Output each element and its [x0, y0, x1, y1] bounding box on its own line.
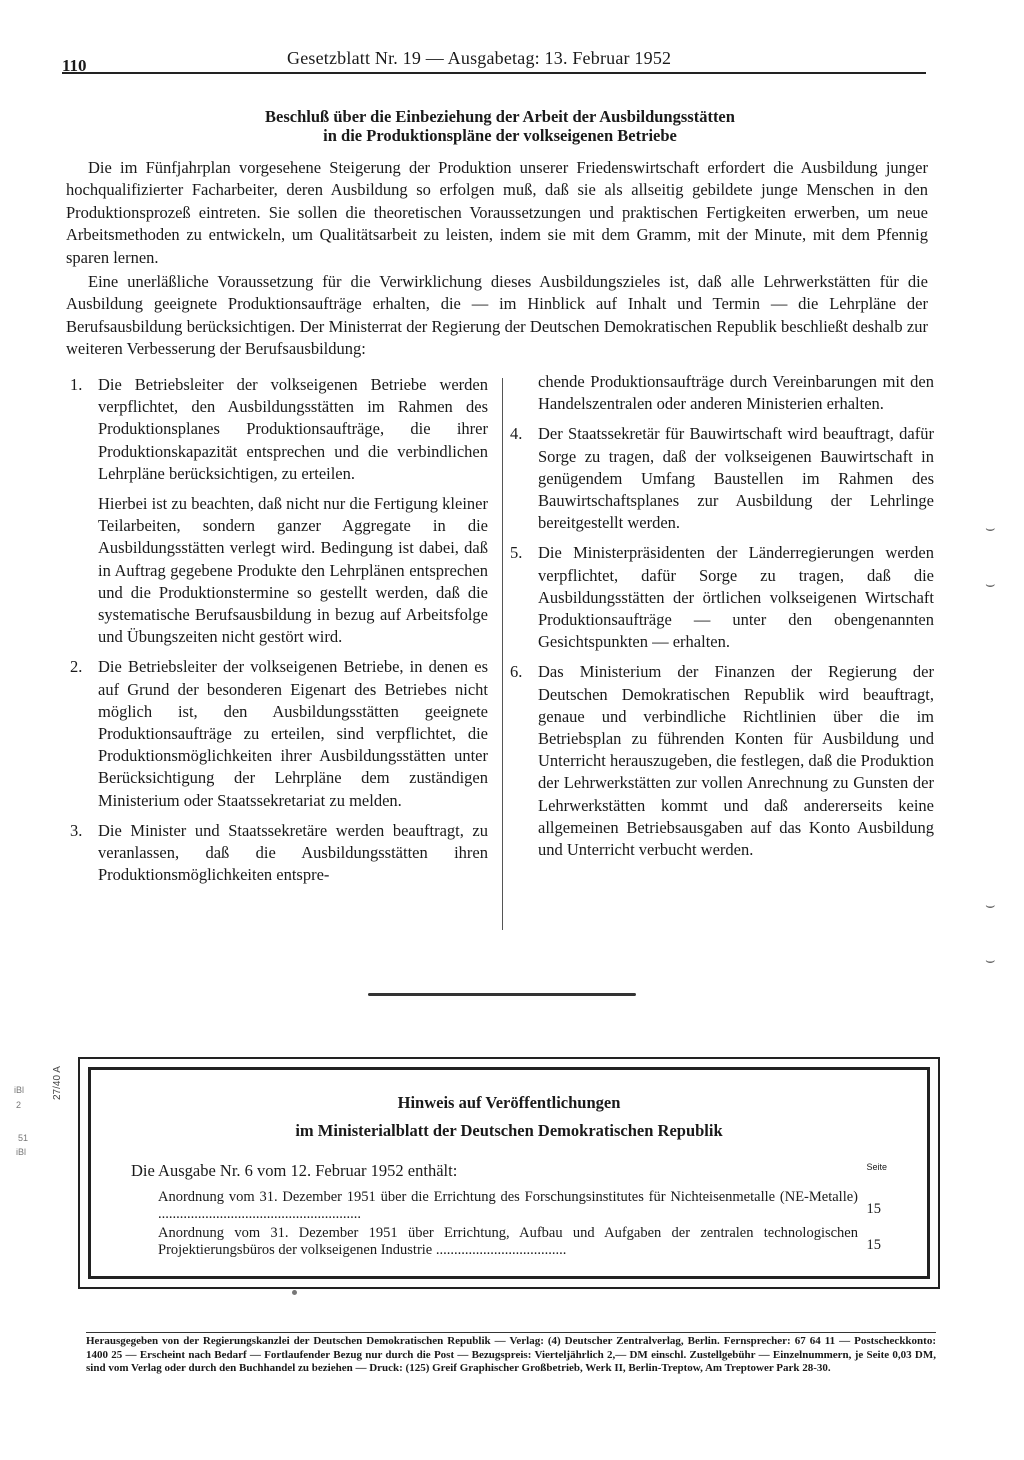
list-item-5 [510, 542, 934, 653]
notice-title-line-2: im Ministerialblatt der Deutschen Demokratischen Republik [295, 1121, 723, 1140]
margin-tick-mark: ⌣ [985, 895, 996, 914]
notice-entry: Anordnung vom 31. Dezember 1951 über die Errichtung des Forschungsinstitutes für Nichteisenmetalle (NE-Metalle) ........................................................ [158, 1189, 858, 1222]
page-column-header: Seite [866, 1162, 887, 1172]
intro-paragraph-1: Die im Fünfjahrplan vorgesehene Steigerung der Produktion unserer Friedenswirtschaft erfordert die Ausbildung junger hochqualifizierter Facharbeiter, deren Ausbildung so erfolgen muß, daß sie als allseitig gebildete junge Menschen in den Produktionsprozeß eintreten. Sie sollen die theoretischen Voraussetzungen und praktischen Fertigkeiten erwerben, um neue Arbeitsmethoden zu entwickeln, um Qualitätsarbeit zu leisten, indem sie mit dem Gramm, mit der Minute, mit dem Pfennig sparen lernen. [66, 158, 928, 267]
margin-note: 51 [18, 1133, 29, 1143]
margin-note-rotated: 27/40 A [52, 1066, 63, 1100]
item-text: Der Staatssekretär für Bauwirtschaft wird beauftragt, dafür Sorge zu tragen, daß der volkseigenen Bauwirtschaft in genügendem Umfang Baustellen im Rahmen des Bauwirtschaftsplanes zur Ausbildung der Lehrlinge bereitgestellt werden. [538, 424, 934, 533]
list-item-1 [70, 374, 488, 648]
item-number: 6. [510, 662, 523, 682]
right-column [510, 371, 934, 869]
page-number: 110 [62, 56, 87, 75]
section-divider [368, 993, 636, 996]
item-number: 3. [70, 820, 83, 840]
notice-title-line-1: Hinweis auf Veröffentlichungen [397, 1093, 621, 1112]
notice-entry-page: 15 [866, 1237, 881, 1253]
item-text: Das Ministerium der Finanzen der Regierung der Deutschen Demokratischen Republik wird beauftragt, genaue und verbindliche Richtlinien über die im Betriebsplan zu führenden Konten für Ausbildung und Unterricht herauszugeben, die festlegen, daß die Produktion der Lehrwerkstätten zur vollen Anrechnung zu Gunsten der Lehrwerkstätten kommt und daß andererseits keine allgemeinen Betriebsausgaben auf das Konto Ausbildung und Unterricht verbucht werden. [538, 662, 934, 860]
margin-tick-mark: ⌣ [985, 950, 996, 969]
item-subparagraph: Hierbei ist zu beachten, daß nicht nur die Fertigung kleiner Teilarbeiten, sondern ganzer Aggregate in die Ausbildungsstätten verlegt wird. Bedingung ist dabei, daß in Auftrag gegebene Produkte den Lehrplänen entsprechen und die Produktionstermine so gestellt werden, daß die systematische Berufsausbildung in bezug auf Arbeitsfolge und Übungszeiten nicht gestört wird. [98, 494, 488, 647]
item-text: Die Ministerpräsidenten der Länderregierungen werden verpflichtet, dafür Sorge zu tragen, daß die Ausbildungsstätten der örtlichen volkseigenen Wirtschaft Produktionsaufträge — unter den obengenannten Gesichtspunkten — erhalten. [538, 543, 934, 652]
margin-note: 2 [16, 1100, 22, 1110]
print-speck [292, 1290, 297, 1295]
imprint-footer: Herausgegeben von der Regierungskanzlei der Deutschen Demokratischen Republik — Verlag: (4) Deutscher Zentralverlag, Berlin. Fernsprecher: 67 64 11 — Postscheckkonto: 1400 25 — Erscheint nach Bedarf — Fortlaufender Bezug nur durch die Post — Bezugspreis: Vierteljährlich 2,— DM einschl. Zustellgebühr — Einzelnummern, je Seite 0,03 DM, sind vom Verlag oder durch den Buchhandel zu beziehen — Druck: (125) Greif Graphischer Großbetrieb, Werk II, Berlin-Treptow, Am Treptower Park 28-30. [86, 1335, 936, 1374]
left-column [70, 374, 488, 894]
item-3-continuation: chende Produktionsaufträge durch Vereinbarungen mit den Handelszentralen oder anderen Ministerien erhalten. [538, 372, 934, 414]
notice-inner-frame [88, 1067, 930, 1279]
intro-paragraph-2: Eine unerläßliche Voraussetzung für die Verwirklichung dieses Ausbildungszieles ist, daß alle Lehrwerkstätten für die Ausbildung geeignete Produktionsaufträge erhalten, die — im Hinblick auf Inhalt und Termin — die Lehrpläne der Berufsausbildung berücksichtigen. Der Ministerrat der Regierung der Deutschen Demokratischen Republik beschließt deshalb zur weiteren Verbesserung der Berufsausbildung: [66, 272, 928, 359]
item-number: 1. [70, 375, 83, 394]
article-title-line-2: in die Produktionspläne der volkseigenen Betriebe [323, 126, 677, 145]
publication-notice-box [78, 1057, 940, 1289]
page-header [62, 46, 926, 74]
footer-rule [86, 1332, 936, 1333]
margin-tick-mark: ⌣ [985, 574, 996, 593]
notice-entry: Anordnung vom 31. Dezember 1951 über Errichtung, Aufbau und Aufgaben der zentralen technologischen Projektierungsbüros der volkseigenen Industrie .................................... [158, 1225, 858, 1258]
item-text: Die Betriebsleiter der volkseigenen Betriebe werden verpflichtet, den Ausbildungsstätten im Rahmen des Produktionsplanes Produktionsaufträge, die ihrer Produktionskapazität entsprechen und die verbindlichen Lehrpläne berücksichtigen, zu erteilen. [98, 375, 488, 483]
item-number: 2. [70, 657, 83, 677]
article-title-line-1: Beschluß über die Einbeziehung der Arbeit der Ausbildungsstätten [265, 107, 735, 126]
margin-note: iBl [16, 1147, 27, 1157]
notice-entry-page: 15 [866, 1201, 881, 1217]
running-title: Gesetzblatt Nr. 19 — Ausgabetag: 13. Februar 1952 [287, 48, 672, 68]
margin-note: iBl [14, 1085, 25, 1095]
item-text: Die Betriebsleiter der volkseigenen Betriebe, in denen es auf Grund der besonderen Eigenart des Betriebes nicht möglich ist, den Ausbildungsstätten geeignete Produktionsaufträge zu erteilen, sind verpflichtet, die Produktionsmöglichkeiten ihrer Ausbildungsstätten unter Berücksichtigung der Lehrpläne dem zuständigen Ministerium oder Staatssekretariat zu melden. [98, 657, 488, 810]
list-item-3 [70, 820, 488, 887]
list-item-6 [510, 661, 934, 861]
item-number: 5. [510, 543, 523, 563]
list-item-4 [510, 423, 934, 534]
notice-issue-line: Die Ausgabe Nr. 6 vom 12. Februar 1952 enthält: [131, 1161, 458, 1180]
column-divider [502, 378, 503, 930]
item-text: Die Minister und Staatssekretäre werden beauftragt, zu veranlassen, daß die Ausbildungsstätten ihren Produktionsmöglichkeiten entspre- [98, 820, 488, 885]
margin-tick-mark: ⌣ [985, 518, 996, 537]
list-item-2 [70, 656, 488, 811]
item-number: 4. [510, 424, 523, 444]
